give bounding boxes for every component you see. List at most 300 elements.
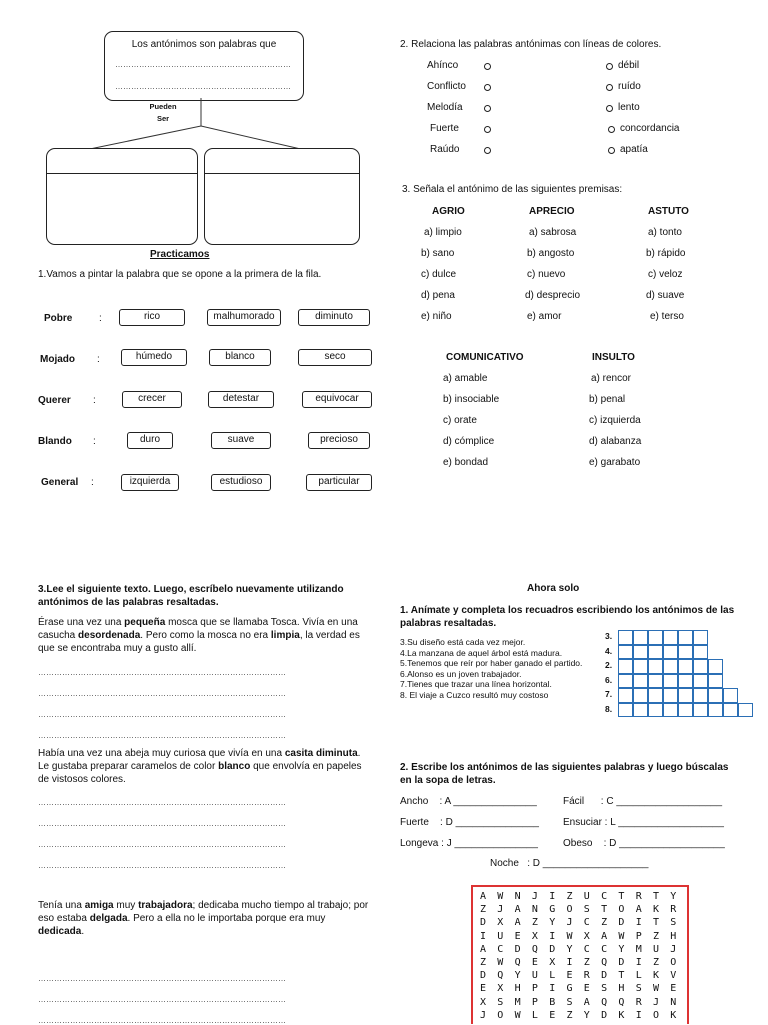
text: que envolvía en papeles de vistosos colores. [38,761,362,785]
word-search-letter[interactable]: J [653,996,660,1008]
grid-cell[interactable] [618,645,633,660]
grid-cell[interactable] [678,659,693,674]
word-search-letter[interactable]: H [670,930,677,942]
grid-cell[interactable] [678,688,693,703]
word-search-row [473,970,687,983]
sentence: 7.Tienes que trazar una línea horizontal. [400,679,552,689]
relaciona-left-item: Ahínco [427,60,459,71]
concept-left-box [46,148,198,245]
word-search-row [473,931,687,944]
sentence: 8. El viaje a Cuzco resultó muy costoso [400,689,549,700]
connection-dot[interactable] [484,126,491,133]
option-humedo[interactable]: húmedo [121,349,187,366]
word-search-letter[interactable]: Z [531,917,538,929]
grid-cell[interactable] [633,659,648,674]
grid-cell[interactable] [678,674,693,689]
relaciona-left-item: Melodía [427,102,463,113]
crossword-sentences [400,637,590,700]
concept-right-box [204,148,360,245]
word-search-letter[interactable]: Z [583,957,590,968]
connection-dot[interactable] [484,84,491,91]
answer-line[interactable]: ………………………………………………………………………………… [38,689,286,698]
word-search-letter[interactable]: X [531,930,538,942]
option[interactable]: c) izquierda [589,415,641,426]
grid-cell[interactable] [648,630,663,645]
word-search-letter[interactable]: Y [566,943,573,955]
word-search-row [473,944,687,957]
answer-line[interactable]: ………………………………………………………………………………… [38,995,286,1004]
grid-cell[interactable] [708,659,723,674]
answer-line[interactable]: ………………………………………………………………………………… [38,840,286,849]
row-word-blando: Blando [38,436,72,447]
word-search-letter[interactable]: Z [653,957,660,968]
word-search-letter[interactable]: Y [618,943,625,955]
word-search [471,885,689,1024]
word-search-letter[interactable]: X [497,917,504,929]
grid-cell[interactable] [663,674,678,689]
word-search-letter[interactable]: C [601,891,608,902]
word-search-letter[interactable]: D [480,970,487,982]
ahora-task1: 1. Anímate y completa los recuadros escribiendo los antónimos de las palabras resaltadas. [400,605,735,629]
word-search-letter[interactable]: Z [653,930,660,942]
word-search-letter[interactable]: O [653,1009,660,1021]
word-search-letter[interactable]: A [583,996,590,1008]
grid-cell[interactable] [633,630,648,645]
word-search-letter[interactable]: E [480,983,487,995]
text: mosca que se llamaba Tosca. Vivía en una casucha [38,617,358,641]
escribe-pair[interactable]: Obeso : D ___________________ [563,838,725,849]
word-search-letter[interactable]: E [531,957,538,968]
sentence: 5.Tenemos que reír por haber ganado el partido. [400,658,583,668]
word-search-row [473,997,687,1010]
group-head: APRECIO [529,206,575,217]
word-search-letter[interactable]: I [549,983,556,995]
word-search-letter[interactable]: R [670,904,677,916]
word-search-letter[interactable]: X [480,996,487,1008]
connection-dot[interactable] [606,105,613,112]
option[interactable]: c) nuevo [527,269,566,280]
word-search-letter[interactable]: T [653,891,660,902]
word-search-letter[interactable]: N [531,904,538,916]
escribe-pair[interactable]: Ancho : A _______________ [400,796,537,807]
word-search-letter[interactable]: P [531,983,538,995]
option[interactable]: e) garabato [589,457,641,468]
option[interactable]: d) desprecio [525,290,581,301]
word-search-letter[interactable]: H [618,983,625,995]
answer-line[interactable]: ………………………………………………………………………………… [38,819,286,828]
connection-dot[interactable] [606,84,613,91]
word-search-letter[interactable]: I [480,930,487,942]
option-crecer[interactable]: crecer [122,391,182,408]
answer-line[interactable]: ………………………………………………………………………………… [38,1016,286,1025]
grid-cell[interactable] [708,703,723,718]
word-search-letter[interactable]: R [583,970,590,982]
word-search-letter[interactable]: X [549,957,556,968]
word-search-letter[interactable]: D [601,1009,608,1021]
word-search-letter[interactable]: A [601,930,608,942]
connection-dot[interactable] [608,147,615,154]
grid-cell[interactable] [633,703,648,718]
connection-dot[interactable] [484,147,491,154]
highlight-word: trabajadora [138,900,193,911]
option[interactable]: d) cómplice [443,436,495,447]
grid-cell[interactable] [633,674,648,689]
option-suave[interactable]: suave [211,432,271,449]
option[interactable]: c) veloz [648,269,683,280]
word-search-letter[interactable]: U [583,891,590,902]
text: , la verdad es que se encontraba muy a gusto allí. [38,630,360,654]
grid-cell[interactable] [618,674,633,689]
word-search-letter[interactable]: S [635,983,642,995]
option-seco[interactable]: seco [298,349,372,366]
word-search-letter[interactable]: Y [549,917,556,929]
word-search-letter[interactable]: Y [583,1009,590,1021]
option[interactable]: d) pena [421,290,455,301]
word-search-letter[interactable]: I [635,1009,642,1021]
relaciona-right-item: débil [618,60,640,71]
answer-line[interactable]: ………………………………………………………………………………… [38,731,286,740]
word-search-row [473,891,687,904]
option-precioso[interactable]: precioso [308,432,370,449]
word-search-letter[interactable]: M [635,943,642,955]
word-search-letter[interactable]: W [514,1009,521,1021]
word-search-letter[interactable]: C [601,943,608,955]
option-detestar[interactable]: detestar [208,391,274,408]
option-diminuto[interactable]: diminuto [298,309,370,326]
word-search-letter[interactable]: E [566,970,573,982]
word-search-letter[interactable]: A [480,943,487,955]
word-search-letter[interactable]: I [566,957,573,968]
grid-cell[interactable] [648,645,663,660]
word-search-letter[interactable]: W [497,957,504,968]
word-search-letter[interactable]: D [618,957,625,968]
grid-cell[interactable] [708,688,723,703]
word-search-letter[interactable]: P [531,996,538,1008]
row-colon: : [91,477,94,488]
option[interactable]: d) suave [646,290,685,301]
grid-cell[interactable] [663,630,678,645]
word-search-letter[interactable]: T [601,904,608,916]
word-search-letter[interactable]: Z [566,1009,573,1021]
connection-dot[interactable] [484,105,491,112]
escribe-pair[interactable]: Fuerte : D _______________ [400,817,539,828]
grid-cell[interactable] [678,645,693,660]
word-search-letter[interactable]: J [480,1009,487,1021]
word-search-letter[interactable]: M [514,996,521,1008]
connection-dot[interactable] [608,126,615,133]
group-head: COMUNICATIVO [446,352,524,363]
word-search-letter[interactable]: N [514,891,521,902]
row-colon: : [99,313,102,324]
word-search-letter[interactable]: A [635,904,642,916]
lee-paragraph-3 [38,899,372,938]
senala-title: 3. Señala el antónimo de las siguientes premisas: [402,184,623,195]
word-search-letter[interactable]: Z [480,957,487,968]
word-search-letter[interactable]: D [601,970,608,982]
word-search-row [473,957,687,970]
text: Había una vez una abeja muy curiosa que vivía en una [38,748,285,759]
word-search-letter[interactable]: A [514,917,521,929]
concept-line-2: ………………………………………………………… [115,82,291,91]
relaciona-right-item: ruído [618,81,641,92]
row-colon: : [97,354,100,365]
row-colon: : [93,436,96,447]
highlight-word: pequeña [124,617,166,628]
word-search-row [473,1010,687,1023]
word-search-letter[interactable]: W [618,930,625,942]
option[interactable]: a) sabrosa [529,227,577,238]
escribe-pair[interactable]: Fácil : C ___________________ [563,796,723,807]
word-search-letter[interactable]: I [549,930,556,942]
word-search-letter[interactable]: W [497,891,504,902]
option[interactable]: b) rápido [646,248,686,259]
word-search-letter[interactable]: Q [618,996,625,1008]
grid-cell[interactable] [618,703,633,718]
word-search-letter[interactable]: G [566,983,573,995]
option[interactable]: a) rencor [591,373,632,384]
option[interactable]: a) limpio [424,227,462,238]
grid-cell[interactable] [648,688,663,703]
word-search-letter[interactable]: X [497,983,504,995]
answer-line[interactable]: ………………………………………………………………………………… [38,974,286,983]
word-search-letter[interactable]: O [497,1009,504,1021]
word-search-letter[interactable]: I [635,917,642,929]
grid-cell[interactable] [648,703,663,718]
word-search-letter[interactable]: E [549,1009,556,1021]
word-search-letter[interactable]: I [549,891,556,902]
option-izquierda[interactable]: izquierda [121,474,179,491]
text: . Pero como la mosca no era [140,630,271,641]
word-search-letter[interactable]: C [583,917,590,929]
word-search-letter[interactable]: Q [601,996,608,1008]
word-search-letter[interactable]: O [618,904,625,916]
option[interactable]: b) angosto [527,248,575,259]
word-search-letter[interactable]: H [514,983,521,995]
word-search-letter[interactable]: W [653,983,660,995]
word-search-letter[interactable]: J [497,904,504,916]
word-search-letter[interactable]: E [670,983,677,995]
concept-top-box [104,31,304,101]
highlight-word: casita diminuta [284,748,358,759]
word-search-letter[interactable]: L [549,970,556,982]
grid-cell[interactable] [663,688,678,703]
word-search-letter[interactable]: Q [514,957,521,968]
row-word-mojado: Mojado [40,354,75,365]
relaciona-left-item: Raúdo [430,144,460,155]
word-search-letter[interactable]: P [635,930,642,942]
word-search-letter[interactable]: C [497,943,504,955]
word-search-letter[interactable]: A [514,904,521,916]
word-search-letter[interactable]: T [618,891,625,902]
option[interactable]: e) niño [421,311,452,322]
word-search-letter[interactable]: U [531,970,538,982]
option[interactable]: a) amable [443,373,488,384]
grid-cell[interactable] [678,630,693,645]
grid-cell[interactable] [738,703,753,718]
option-rico[interactable]: rico [119,309,185,326]
concept-right-divider [205,173,359,174]
word-search-letter[interactable]: K [670,1009,677,1021]
word-search-letter[interactable]: K [653,904,660,916]
word-search-letter[interactable]: O [670,957,677,968]
word-search-letter[interactable]: T [653,917,660,929]
text: . Le gustaba preparar caramelos de color [38,748,361,772]
grid-cell[interactable] [693,630,708,645]
word-search-letter[interactable]: Z [566,891,573,902]
escribe-last[interactable]: Noche : D ___________________ [490,858,649,869]
word-search-letter[interactable]: C [583,943,590,955]
text: . Pero a ella no le importaba porque era muy [127,913,326,924]
word-search-letter[interactable]: S [601,983,608,995]
word-search-letter[interactable]: N [670,996,677,1008]
option-duro[interactable]: duro [127,432,173,449]
word-search-letter[interactable]: K [653,970,660,982]
word-search-letter[interactable]: Y [514,970,521,982]
word-search-letter[interactable]: Z [601,917,608,929]
word-search-letter[interactable]: X [583,930,590,942]
option[interactable]: b) sano [421,248,455,259]
word-search-letter[interactable]: D [618,917,625,929]
answer-line[interactable]: ………………………………………………………………………………… [38,710,286,719]
word-search-letter[interactable]: T [618,970,625,982]
ahora-title: Ahora solo [527,583,580,594]
grid-cell[interactable] [618,688,633,703]
word-search-letter[interactable]: Q [601,957,608,968]
option[interactable]: e) terso [650,311,684,322]
word-search-letter[interactable]: D [514,943,521,955]
option[interactable]: b) insociable [443,394,500,405]
word-search-letter[interactable]: J [670,943,677,955]
word-search-letter[interactable]: R [635,891,642,902]
word-search-letter[interactable]: S [583,904,590,916]
word-search-letter[interactable]: L [635,970,642,982]
sentence: 4.La manzana de aquel árbol está madura. [400,647,563,658]
word-search-letter[interactable]: Y [670,891,677,902]
group-head: INSULTO [592,352,635,363]
answer-line[interactable]: ………………………………………………………………………………… [38,798,286,807]
relaciona-left-item: Fuerte [430,123,459,134]
option-blanco[interactable]: blanco [209,349,271,366]
word-search-letter[interactable]: Q [497,970,504,982]
word-search-letter[interactable]: K [618,1009,625,1021]
concept-left-divider [47,173,197,174]
grid-cell[interactable] [693,688,708,703]
grid-cell[interactable] [648,659,663,674]
word-search-letter[interactable]: O [566,904,573,916]
text: . [81,926,85,937]
option-particular[interactable]: particular [306,474,372,491]
word-search-letter[interactable]: G [549,904,556,916]
word-search-letter[interactable]: L [531,1009,538,1021]
grid-cell[interactable] [618,659,633,674]
word-search-letter[interactable]: S [497,996,504,1008]
escribe-title: 2. Escribe los antónimos de las siguientes palabras y luego búscalas en la sopa de letras. [400,762,729,786]
word-search-letter[interactable]: S [670,917,677,929]
word-search-letter[interactable]: Q [531,943,538,955]
text: muy [113,900,139,911]
option[interactable]: a) tonto [648,227,682,238]
grid-cell[interactable] [618,630,633,645]
grid-cell[interactable] [678,703,693,718]
grid-cell[interactable] [648,674,663,689]
grid-cell[interactable] [663,645,678,660]
grid-cell[interactable] [693,659,708,674]
option-malhumorado[interactable]: malhumorado [207,309,281,326]
highlight-word: desordenada [78,630,141,641]
row-word-querer: Querer [38,395,71,406]
word-search-letter[interactable]: V [670,970,677,982]
word-search-letter[interactable]: D [480,917,487,929]
relaciona-title: 2. Relaciona las palabras antónimas con líneas de colores. [400,39,662,50]
grid-cell[interactable] [633,645,648,660]
escribe-pair[interactable]: Ensuciar : L ___________________ [563,817,724,828]
text: Érase una vez una [38,617,125,628]
word-search-letter[interactable]: E [583,983,590,995]
answer-line[interactable]: ………………………………………………………………………………… [38,861,286,870]
grid-cell[interactable] [708,674,723,689]
connection-dot[interactable] [606,63,613,70]
option[interactable]: b) penal [589,394,626,405]
grid-cell[interactable] [663,659,678,674]
group-head: AGRIO [432,206,465,217]
word-search-letter[interactable]: W [566,930,573,942]
grid-cell[interactable] [723,688,738,703]
word-search-letter[interactable]: J [531,891,538,902]
grid-cell[interactable] [633,688,648,703]
grid-cell[interactable] [723,703,738,718]
highlight-word: delgada [89,913,128,924]
word-search-letter[interactable]: B [549,996,556,1008]
option[interactable]: c) orate [443,415,477,426]
word-search-letter[interactable]: U [497,930,504,942]
word-search-letter[interactable]: U [653,943,660,955]
grid-cell[interactable] [693,645,708,660]
connector-label: Pueden Ser [149,102,177,123]
word-search-letter[interactable]: I [635,957,642,968]
escribe-pair[interactable]: Longeva : J _______________ [400,838,538,849]
word-search-letter[interactable]: R [635,996,642,1008]
answer-line[interactable]: ………………………………………………………………………………… [38,668,286,677]
relaciona-right-item: concordancia [620,123,680,134]
connection-dot[interactable] [484,63,491,70]
option[interactable]: d) alabanza [589,436,642,447]
sentence: 6.Alonso es un joven trabajador. [400,668,522,679]
option[interactable]: e) bondad [443,457,489,468]
word-search-letter[interactable]: Z [480,904,487,916]
relaciona-right-item: lento [618,102,640,113]
grid-cell[interactable] [693,703,708,718]
grid-cell[interactable] [663,703,678,718]
word-search-letter[interactable]: S [566,996,573,1008]
option-equivocar[interactable]: equivocar [302,391,372,408]
word-search-row [473,917,687,930]
highlight-word: dedicada [38,926,82,937]
crossword-grid [600,630,760,730]
option-estudioso[interactable]: estudioso [211,474,271,491]
highlight-word: limpia [270,630,300,641]
word-search-letter[interactable]: A [480,891,487,902]
word-search-letter[interactable]: E [514,930,521,942]
option[interactable]: e) amor [527,311,562,322]
lee-paragraph-1 [38,616,370,655]
grid-cell[interactable] [693,674,708,689]
grid-row-label: 8. [605,703,613,714]
word-search-letter[interactable]: J [566,917,573,929]
practicamos-instruction: 1.Vamos a pintar la palabra que se opone a la primera de la fila. [38,269,322,280]
option[interactable]: c) dulce [421,269,457,280]
word-search-letter[interactable]: D [549,943,556,955]
practicamos-title: Practicamos [150,249,210,260]
